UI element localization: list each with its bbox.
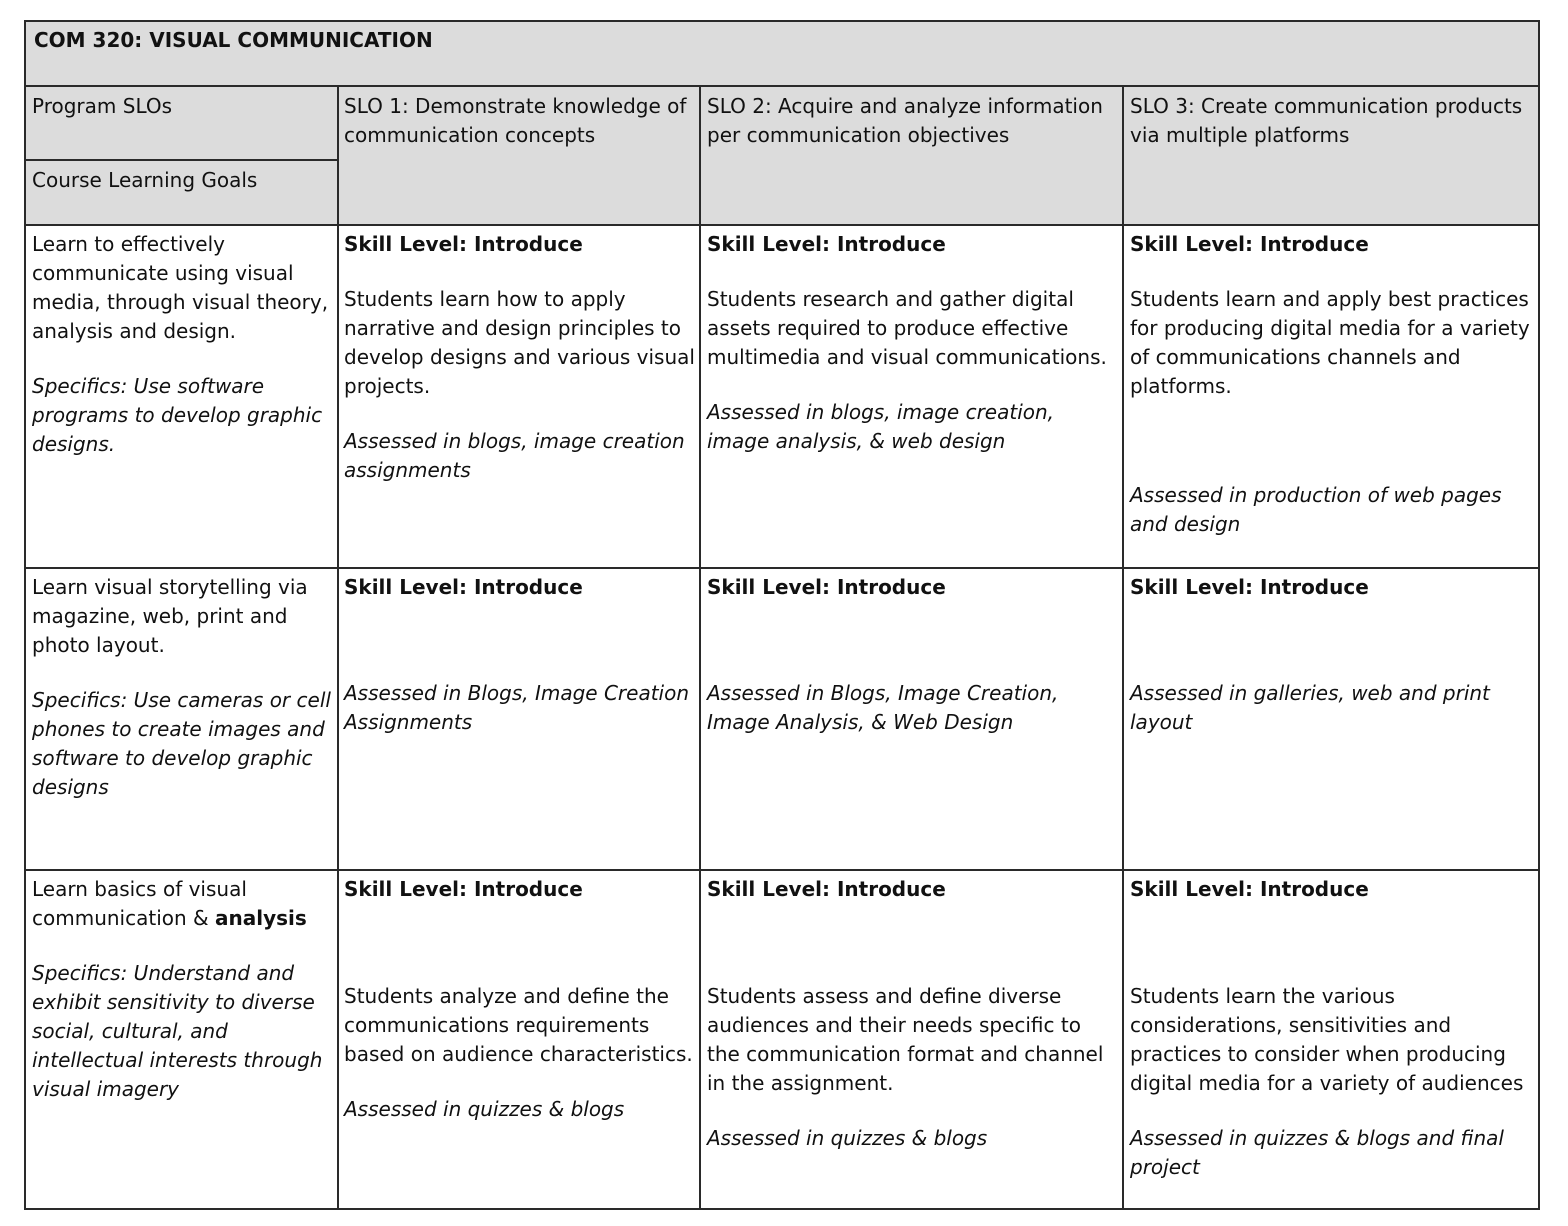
- row2-slo2-cell: [707, 573, 1119, 737]
- divider: [26, 85, 1538, 87]
- row3-goal-cell: [32, 875, 332, 1104]
- divider: [699, 85, 701, 1208]
- program-slos-label: Program SLOs: [32, 94, 173, 118]
- skill-level: Skill Level: Introduce: [344, 877, 583, 901]
- row1-slo1-cell: [344, 230, 696, 485]
- goal-text-bold: analysis: [214, 906, 307, 930]
- row3-slo2-cell: [707, 875, 1119, 1153]
- specifics-text: Specifics: Understand and exhibit sensitivity to diverse social, cultural, and intellectual interests through visual imagery: [32, 961, 323, 1101]
- description-text: Students analyze and define the communications requirements based on audience characteristics.: [344, 984, 693, 1066]
- row2-slo1-cell: [344, 573, 696, 737]
- description-text: Students learn how to apply narrative and design principles to develop designs and various visual projects.: [344, 287, 695, 398]
- divider: [1122, 85, 1124, 1208]
- skill-level: Skill Level: Introduce: [344, 232, 583, 256]
- assessed-text: Assessed in Blogs, Image Creation, Image Analysis, & Web Design: [707, 681, 1059, 734]
- description-text: Students learn the various considerations, sensitivities and practices to consider when producing digital media for a variety of audiences: [1130, 984, 1524, 1095]
- assessed-text: Assessed in galleries, web and print layout: [1130, 681, 1490, 734]
- description-text: Students assess and define diverse audiences and their needs specific to the communication format and channel in the assignment.: [707, 984, 1104, 1095]
- row3-slo1-cell: [344, 875, 696, 1124]
- divider: [26, 224, 1538, 226]
- skill-level: Skill Level: Introduce: [1130, 877, 1369, 901]
- skill-level: Skill Level: Introduce: [344, 575, 583, 599]
- row1-slo2-cell: [707, 230, 1119, 456]
- divider: [26, 159, 338, 161]
- skill-level: Skill Level: Introduce: [707, 575, 946, 599]
- divider: [26, 567, 1538, 569]
- goal-text-plain: Learn basics of visual communication &: [32, 877, 247, 930]
- assessed-text: Assessed in quizzes & blogs and final project: [1130, 1126, 1504, 1179]
- description-text: Students research and gather digital assets required to produce effective multimedia and visual communications.: [707, 287, 1107, 369]
- slo-table: [24, 20, 1540, 1210]
- goal-text: Learn to effectively communicate using visual media, through visual theory, analysis and design.: [32, 232, 329, 343]
- row1-goal-cell: [32, 230, 332, 459]
- row1-slo3-cell: [1130, 230, 1534, 539]
- table-title: COM 320: VISUAL COMMUNICATION: [34, 28, 433, 52]
- course-goals-label: Course Learning Goals: [32, 168, 258, 192]
- assessed-text: Assessed in Blogs, Image Creation Assignments: [344, 681, 690, 734]
- description-text: Students learn and apply best practices for producing digital media for a variety of communications channels and platforms.: [1130, 287, 1530, 398]
- skill-level: Skill Level: Introduce: [707, 232, 946, 256]
- assessed-text: Assessed in quizzes & blogs: [707, 1126, 988, 1150]
- skill-level: Skill Level: Introduce: [1130, 575, 1369, 599]
- goal-text: Learn visual storytelling via magazine, web, print and photo layout.: [32, 575, 308, 657]
- assessed-text: Assessed in production of web pages and design: [1130, 483, 1502, 536]
- slo1-header: SLO 1: Demonstrate knowledge of communication concepts: [344, 94, 687, 147]
- skill-level: Skill Level: Introduce: [1130, 232, 1369, 256]
- row2-slo3-cell: [1130, 573, 1534, 737]
- assessed-text: Assessed in quizzes & blogs: [344, 1097, 625, 1121]
- assessed-text: Assessed in blogs, image creation, image analysis, & web design: [707, 400, 1055, 453]
- row3-slo3-cell: [1130, 875, 1534, 1182]
- skill-level: Skill Level: Introduce: [707, 877, 946, 901]
- goal-text: [32, 875, 332, 933]
- assessed-text: Assessed in blogs, image creation assignments: [344, 429, 685, 482]
- title-row: [26, 22, 1538, 86]
- row2-goal-cell: [32, 573, 332, 802]
- slo2-header: SLO 2: Acquire and analyze information per communication objectives: [707, 94, 1103, 147]
- specifics-text: Specifics: Use software programs to develop graphic designs.: [32, 374, 323, 456]
- slo3-header: SLO 3: Create communication products via multiple platforms: [1130, 94, 1523, 147]
- divider: [337, 85, 339, 1208]
- divider: [26, 869, 1538, 871]
- specifics-text: Specifics: Use cameras or cell phones to create images and software to develop graphic designs: [32, 688, 331, 799]
